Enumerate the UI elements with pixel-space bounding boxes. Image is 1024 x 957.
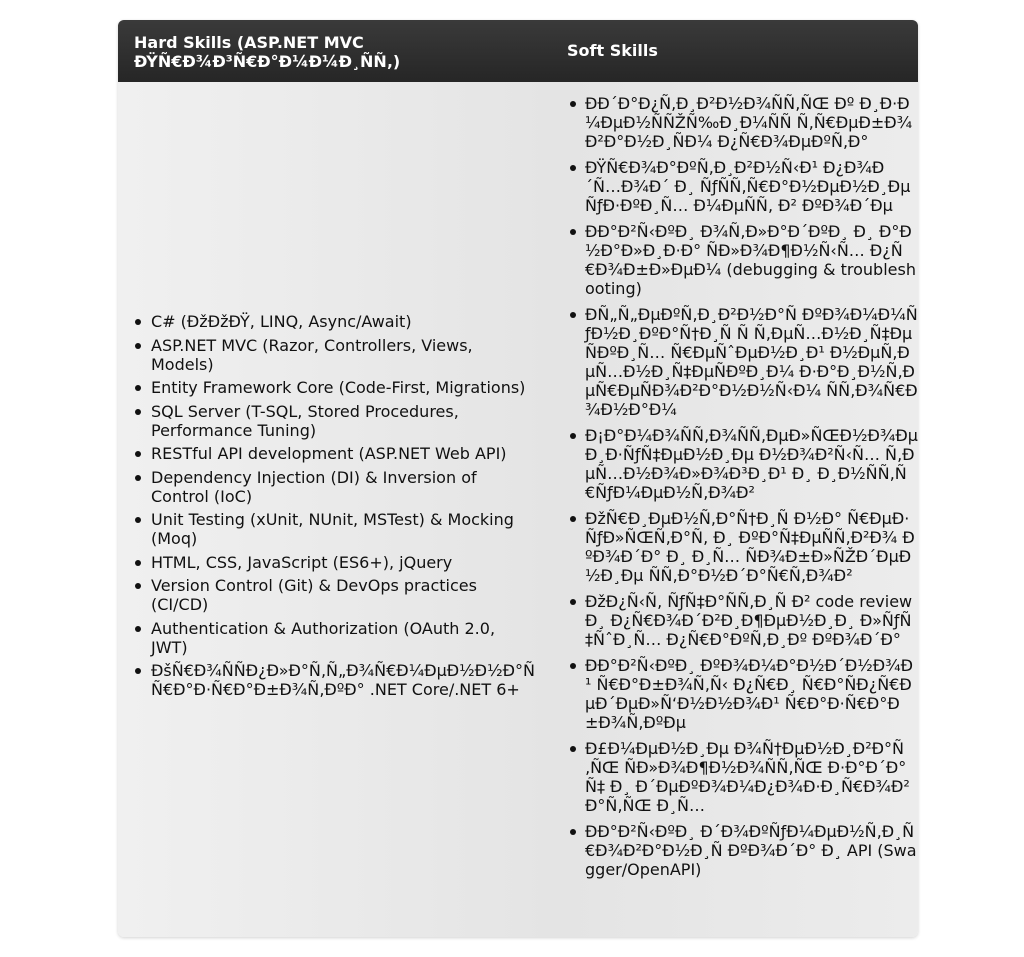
bullet-icon — [135, 668, 141, 674]
list-item — [134, 378, 534, 397]
soft-skills-cell — [550, 82, 918, 937]
list-item — [568, 822, 918, 879]
list-item — [134, 336, 534, 374]
bullet-icon — [135, 475, 141, 481]
list-item — [134, 661, 534, 699]
bullet-icon — [570, 746, 576, 752]
list-item — [134, 510, 534, 548]
table-header — [118, 20, 918, 82]
list-item — [568, 305, 918, 419]
soft-skill-text: ÐÐ°Ð²Ñ‹ÐºÐ¸ Ð´Ð¾ÐºÑƒÐ¼ÐµÐ½Ñ‚Ð¸Ñ€Ð¾Ð²Ð°Ð½Ð¸Ñ ÐºÐ¾Ð´Ð° Ð¸ API (Swagger/OpenAPI) — [585, 822, 917, 879]
bullet-icon — [570, 516, 576, 522]
list-item — [568, 739, 918, 815]
bullet-icon — [570, 599, 576, 605]
hard-skill-text: C# (ÐžÐžÐŸ, LINQ, Async/Await) — [151, 312, 412, 331]
hard-skill-text: RESTful API development (ASP.NET Web API) — [151, 444, 507, 463]
bullet-icon — [135, 451, 141, 457]
list-item — [568, 94, 918, 151]
bullet-icon — [135, 560, 141, 566]
bullet-icon — [570, 312, 576, 318]
bullet-icon — [570, 433, 576, 439]
bullet-icon — [135, 319, 141, 325]
bullet-icon — [135, 385, 141, 391]
hard-skills-header: Hard Skills (ASP.NET MVC ÐŸÑ€Ð¾Ð³Ñ€Ð°Ð¼Ð¼Ð¸ÑÑ‚) — [134, 33, 401, 71]
hard-skill-text: Dependency Injection (DI) & Inversion of Control (IoC) — [151, 467, 477, 506]
hard-skill-text: ASP.NET MVC (Razor, Controllers, Views, Models) — [151, 335, 473, 374]
hard-skills-cell — [118, 82, 550, 937]
soft-skill-text: ÐžÐ¿Ñ‹Ñ‚ ÑƒÑ‡Ð°ÑÑ‚Ð¸Ñ Ð² code review Ð¸ Ð¿Ñ€Ð¾Ð´Ð²Ð¸Ð¶ÐµÐ½Ð¸Ð¸ Ð»ÑƒÑ‡ÑˆÐ¸Ñ… Ð¿Ñ€Ð°ÐºÑ‚Ð¸Ðº ÐºÐ¾Ð´Ð° — [585, 592, 913, 649]
bullet-icon — [135, 517, 141, 523]
bullet-icon — [135, 626, 141, 632]
bullet-icon — [570, 101, 576, 107]
list-item — [134, 312, 534, 331]
list-item — [568, 592, 918, 649]
bullet-icon — [570, 165, 576, 171]
hard-skill-text: Unit Testing (xUnit, NUnit, MSTest) & Mocking (Moq) — [151, 510, 514, 548]
list-item — [134, 402, 534, 440]
list-item — [568, 426, 918, 502]
soft-skills-list — [568, 94, 918, 886]
bullet-icon — [570, 663, 576, 669]
hard-skills-list — [134, 312, 534, 704]
soft-skill-text: ÐÐ°Ð²Ñ‹ÐºÐ¸ ÐºÐ¾Ð¼Ð°Ð½Ð´Ð½Ð¾Ð¹ Ñ€Ð°Ð±Ð¾Ñ‚Ñ‹ Ð¿Ñ€Ð¸ Ñ€Ð°ÑÐ¿Ñ€ÐµÐ´ÐµÐ»Ñ‘Ð½Ð½Ð¾Ð¹ Ñ€Ð°Ð·Ñ€Ð°Ð±Ð¾Ñ‚ÐºÐµ — [585, 656, 914, 732]
list-item — [134, 576, 534, 614]
list-item — [134, 468, 534, 506]
list-item — [568, 222, 918, 298]
bullet-icon — [135, 583, 141, 589]
list-item — [134, 553, 534, 572]
hard-skill-text: Version Control (Git) & DevOps practices (CI/CD) — [151, 576, 477, 614]
soft-skill-text: ÐÐ´Ð°Ð¿Ñ‚Ð¸Ð²Ð½Ð¾ÑÑ‚ÑŒ Ðº Ð¸Ð·Ð¼ÐµÐ½ÑÑŽÑ‰Ð¸Ð¼ÑÑ Ñ‚Ñ€ÐµÐ±Ð¾Ð²Ð°Ð½Ð¸ÑÐ¼ Ð¿Ñ€Ð¾ÐµÐºÑ‚Ð° — [585, 94, 913, 151]
list-item — [568, 656, 918, 732]
hard-skill-text: ÐšÑ€Ð¾ÑÑÐ¿Ð»Ð°Ñ‚Ñ„Ð¾Ñ€Ð¼ÐµÐ½Ð½Ð°Ñ Ñ€Ð°Ð·Ñ€Ð°Ð±Ð¾Ñ‚ÐºÐ° .NET Core/.NET 6+ — [151, 661, 535, 699]
list-item — [134, 619, 534, 657]
hard-skill-text: Authentication & Authorization (OAuth 2.0, JWT) — [151, 618, 496, 657]
hard-skill-text: Entity Framework Core (Code-First, Migrations) — [151, 378, 526, 397]
soft-skill-text: Ð¡Ð°Ð¼Ð¾ÑÑ‚Ð¾ÑÑ‚ÐµÐ»ÑŒÐ½Ð¾Ðµ Ð¸Ð·ÑƒÑ‡ÐµÐ½Ð¸Ðµ Ð½Ð¾Ð²Ñ‹Ñ… Ñ‚ÐµÑ…Ð½Ð¾Ð»Ð¾Ð³Ð¸Ð¹ Ð¸ Ð¸Ð½ÑÑ‚Ñ€ÑƒÐ¼ÐµÐ½Ñ‚Ð¾Ð² — [585, 426, 918, 502]
bullet-icon — [135, 343, 141, 349]
bullet-icon — [135, 409, 141, 415]
soft-skill-text: ÐžÑ€Ð¸ÐµÐ½Ñ‚Ð°Ñ†Ð¸Ñ Ð½Ð° Ñ€ÐµÐ·ÑƒÐ»ÑŒÑ‚Ð°Ñ‚ Ð¸ ÐºÐ°Ñ‡ÐµÑÑ‚Ð²Ð¾ ÐºÐ¾Ð´Ð° Ð¸ Ð¸Ñ… ÑÐ¾Ð±Ð»ÑŽÐ´ÐµÐ½Ð¸Ðµ ÑÑ‚Ð°Ð½Ð´Ð°Ñ€Ñ‚Ð¾Ð² — [585, 509, 915, 585]
list-item — [134, 444, 534, 463]
list-item — [568, 158, 918, 215]
hard-skill-text: HTML, CSS, JavaScript (ES6+), jQuery — [151, 552, 453, 572]
skills-table — [118, 20, 918, 937]
list-item — [568, 509, 918, 585]
bullet-icon — [570, 229, 576, 235]
soft-skill-text: Ð£Ð¼ÐµÐ½Ð¸Ðµ Ð¾Ñ†ÐµÐ½Ð¸Ð²Ð°Ñ‚ÑŒ ÑÐ»Ð¾Ð¶Ð½Ð¾ÑÑ‚ÑŒ Ð·Ð°Ð´Ð°Ñ‡ Ð¸ Ð´ÐµÐºÐ¾Ð¼Ð¿Ð¾Ð·Ð¸Ñ€Ð¾Ð²Ð°Ñ‚ÑŒ Ð¸Ñ… — [585, 739, 910, 815]
hard-skill-text: SQL Server (T-SQL, Stored Procedures, Performance Tuning) — [151, 401, 459, 440]
soft-skill-text: ÐÑ„Ñ„ÐµÐºÑ‚Ð¸Ð²Ð½Ð°Ñ ÐºÐ¾Ð¼Ð¼ÑƒÐ½Ð¸ÐºÐ°Ñ†Ð¸Ñ Ñ Ñ‚ÐµÑ…Ð½Ð¸Ñ‡ÐµÑÐºÐ¸Ñ… Ñ€ÐµÑˆÐµÐ½Ð¸Ð¹ Ð½ÐµÑ‚ÐµÑ…Ð½Ð¸Ñ‡ÐµÑÐºÐ¸Ð¼ Ð·Ð°Ð¸Ð½Ñ‚ÐµÑ€ÐµÑÐ¾Ð²Ð°Ð½Ð½Ñ‹Ð¼ ÑÑ‚Ð¾Ñ€Ð¾Ð½Ð°Ð¼ — [585, 305, 918, 419]
bullet-icon — [570, 829, 576, 835]
soft-skill-text: ÐŸÑ€Ð¾Ð°ÐºÑ‚Ð¸Ð²Ð½Ñ‹Ð¹ Ð¿Ð¾Ð´Ñ…Ð¾Ð´ Ð¸ ÑƒÑÑ‚Ñ€Ð°Ð½ÐµÐ½Ð¸Ðµ ÑƒÐ·ÐºÐ¸Ñ… Ð¼ÐµÑÑ‚ Ð² ÐºÐ¾Ð´Ðµ — [585, 158, 911, 215]
soft-skills-header: Soft Skills — [567, 41, 658, 60]
soft-skill-text: ÐÐ°Ð²Ñ‹ÐºÐ¸ Ð¾Ñ‚Ð»Ð°Ð´ÐºÐ¸ Ð¸ Ð°Ð½Ð°Ð»Ð¸Ð·Ð° ÑÐ»Ð¾Ð¶Ð½Ñ‹Ñ… Ð¿Ñ€Ð¾Ð±Ð»ÐµÐ¼ (debugging & troubleshooting) — [585, 222, 916, 298]
